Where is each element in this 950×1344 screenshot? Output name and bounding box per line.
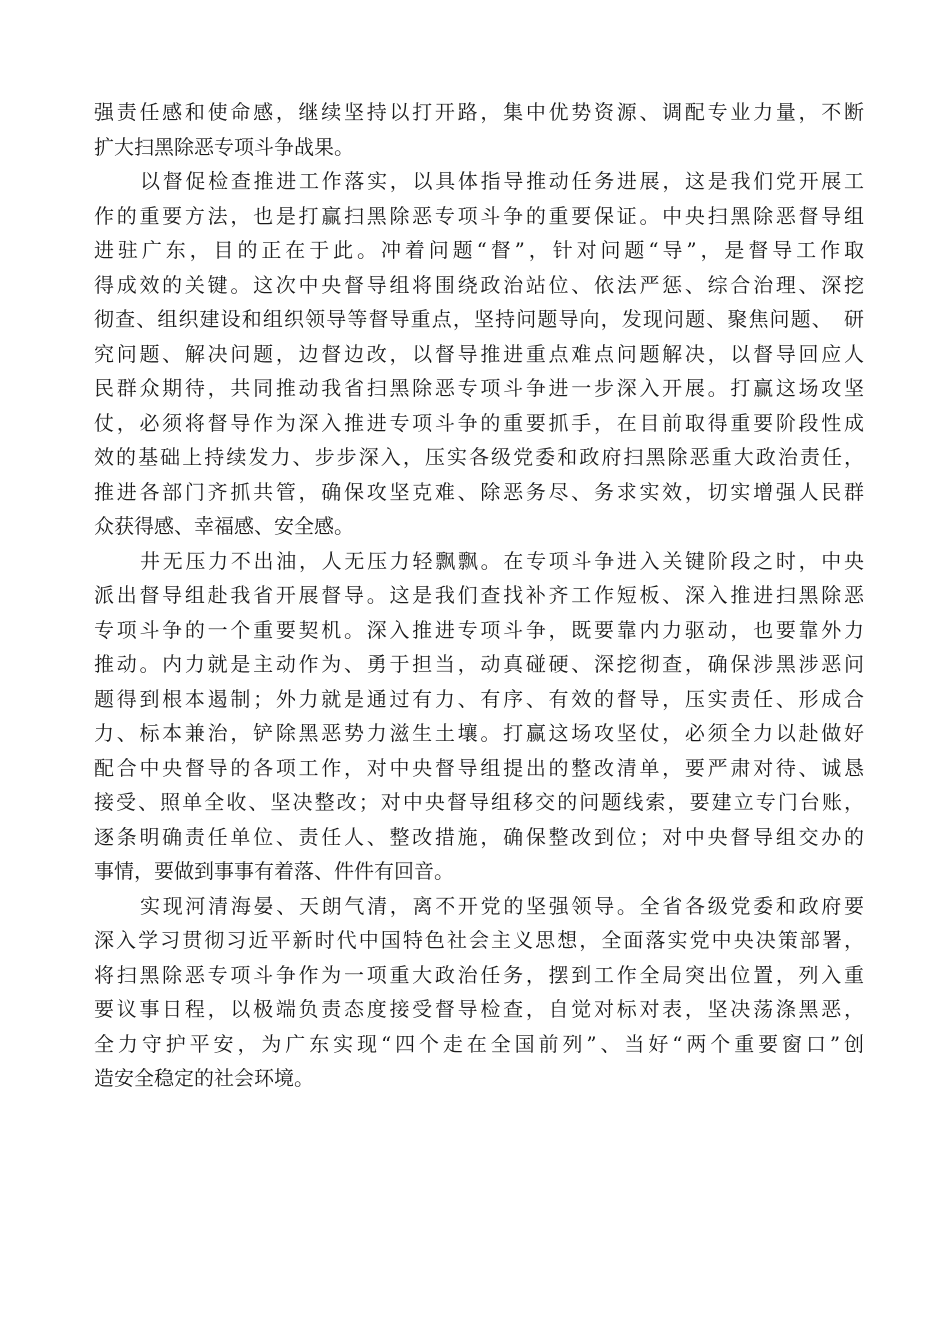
text-line: 力、标本兼治，铲除黑恶势力滋生土壤。打赢这场攻坚仗，必须全力以赴做好 (94, 721, 864, 745)
text-line: 井无压力不出油，人无压力轻飘飘。在专项斗争进入关键阶段之时，中央 (140, 548, 864, 573)
text-line: 扩大扫黑除恶专项斗争战果。 (94, 134, 354, 159)
text-line: 民群众期待，共同推动我省扫黑除恶专项斗争进一步深入开展。打赢这场攻坚 (94, 376, 864, 400)
text-line: 造安全稳定的社会环境。 (94, 1066, 314, 1090)
text-line: 事情，要做到事事有着落、件件有回音。 (94, 859, 454, 883)
text-line: 将扫黑除恶专项斗争作为一项重大政治任务，摆到工作全局突出位置，列入重 (94, 962, 864, 987)
text-line: 推进各部门齐抓共管，确保攻坚克难、除恶务尽、务求实效，切实增强人民群 (94, 479, 864, 504)
text-line: 派出督导组赴我省开展督导。这是我们查找补齐工作短板、深入推进扫黑除恶 (94, 583, 864, 607)
text-line: 效的基础上持续发力、步步深入，压实各级党委和政府扫黑除恶重大政治责任， (94, 445, 864, 469)
text-line: 全力守护平安，为广东实现“四个走在全国前列”、当好“两个重要窗口”创 (94, 1031, 864, 1056)
text-line: 以督促检查推进工作落实，以具体指导推动任务进展，这是我们党开展工 (140, 169, 864, 193)
text-line: 接受、照单全收、坚决整改；对中央督导组移交的问题线索，要建立专门台账， (94, 790, 864, 814)
text-line: 众获得感、幸福感、安全感。 (94, 514, 354, 538)
text-line: 专项斗争的一个重要契机。深入推进专项斗争，既要靠内力驱动，也要靠外力 (94, 617, 864, 642)
text-line: 深入学习贯彻习近平新时代中国特色社会主义思想，全面落实党中央决策部署， (94, 928, 864, 952)
text-line: 配合中央督导的各项工作，对中央督导组提出的整改清单，要严肃对待、诚恳 (94, 755, 864, 780)
text-line: 彻查、组织建设和组织领导等督导重点，坚持问题导向，发现问题、聚焦问题、 研 (94, 307, 864, 331)
text-line: 仗，必须将督导作为深入推进专项斗争的重要抓手，在目前取得重要阶段性成 (94, 410, 864, 435)
text-line: 进驻广东，目的正在于此。冲着问题“督”，针对问题“导”，是督导工作取 (94, 238, 864, 262)
text-line: 实现河清海晏、天朗气清，离不开党的坚强领导。全省各级党委和政府要 (140, 893, 864, 918)
text-line: 作的重要方法，也是打赢扫黑除恶专项斗争的重要保证。中央扫黑除恶督导组 (94, 203, 864, 228)
text-line: 究问题、解决问题，边督边改，以督导推进重点难点问题解决，以督导回应人 (94, 341, 864, 366)
text-line: 得成效的关键。这次中央督导组将围绕政治站位、依法严惩、综合治理、深挖 (94, 272, 864, 297)
text-line: 要议事日程，以极端负责态度接受督导检查，自觉对标对表，坚决荡涤黑恶， (94, 997, 864, 1021)
text-line: 逐条明确责任单位、责任人、整改措施，确保整改到位；对中央督导组交办的 (94, 824, 864, 849)
text-line: 推动。内力就是主动作为、勇于担当，动真碰硬、深挖彻查，确保涉黑涉恶问 (94, 652, 864, 676)
text-line: 题得到根本遏制；外力就是通过有力、有序、有效的督导，压实责任、形成合 (94, 686, 864, 711)
article-body (94, 95, 864, 1096)
text-line: 强责任感和使命感，继续坚持以打开路，集中优势资源、调配专业力量，不断 (94, 100, 864, 124)
